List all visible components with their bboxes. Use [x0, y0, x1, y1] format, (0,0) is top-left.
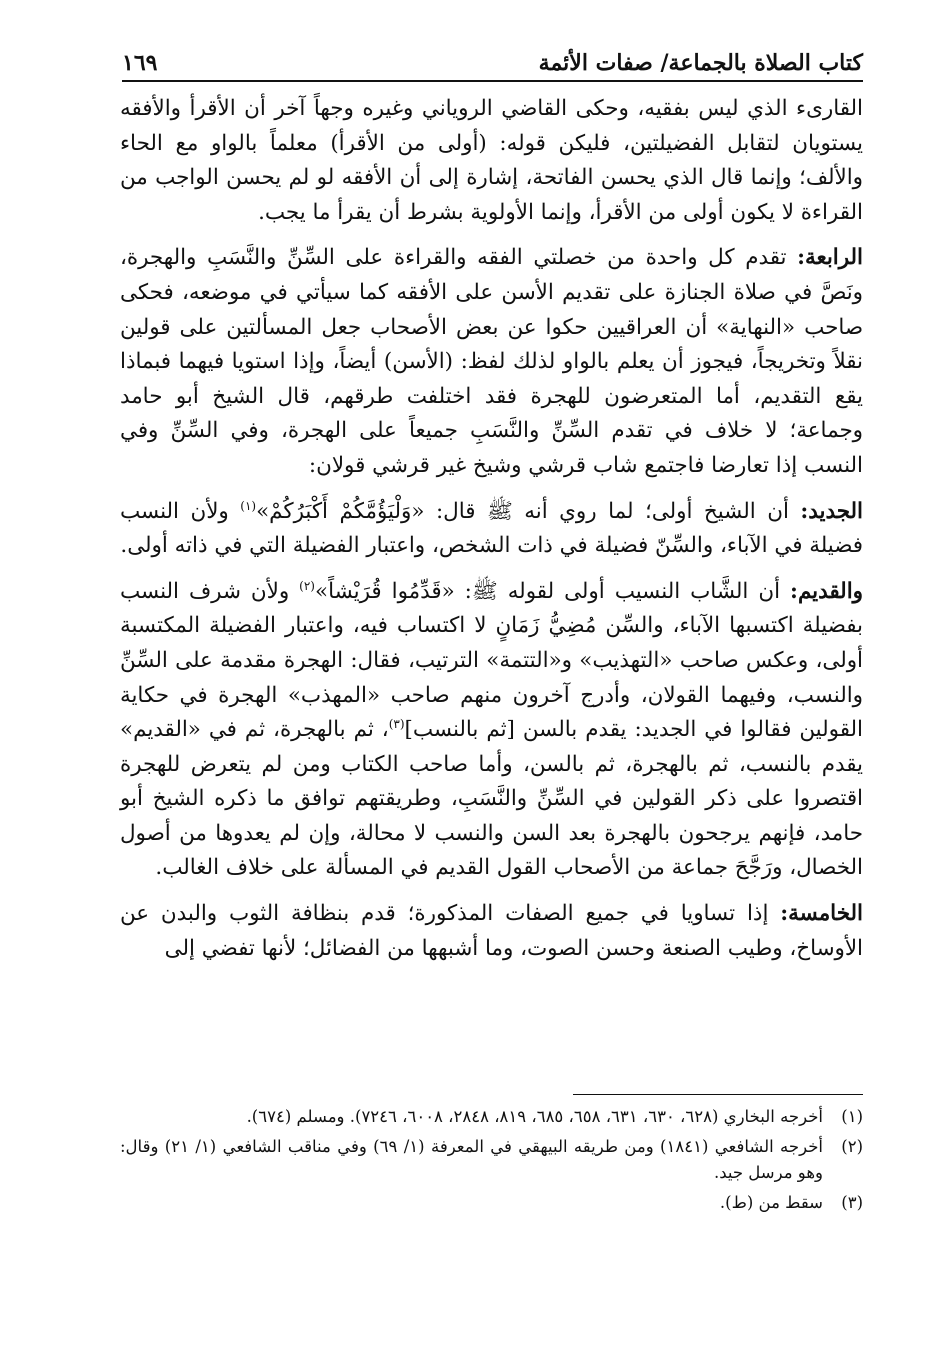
footnote-divider	[573, 1094, 863, 1095]
section-lead-fifth: الخامسة:	[780, 901, 863, 927]
running-title: كتاب الصلاة بالجماعة/ صفات الأئمة	[538, 50, 863, 76]
main-text	[120, 92, 863, 977]
paragraph-old-opinion	[120, 575, 863, 886]
footnote-item	[120, 1104, 863, 1130]
footnote-item	[120, 1190, 863, 1216]
footnote-item	[120, 1134, 863, 1186]
footnote-number: (٣)	[841, 1193, 863, 1212]
paragraph-text: إذا تساويا في جميع الصفات المذكورة؛ قدم بنظافة الثوب والبدن عن الأوساخ، وطيب الصنعة وحسن الصوت، وما أشبهها من الفضائل؛ لأنها تفضي إلى	[120, 901, 863, 961]
page-header	[122, 38, 863, 82]
footnote-number: (١)	[841, 1107, 863, 1126]
paragraph-text: ولأن شرف النسب بفضيلة اكتسبها الآباء، والسِّن مُضِيُّ زَمَانٍ لا اكتساب فيه، واعتبار الفضيلة المكتسبة أولى، وعكس صاحب «التهذيب» و«التتمة» الترتيب، فقال: الهجرة مقدمة على السِّنِّ والنسب، وفيهما القولان، وأدرج آخرون منهم صاحب «المهذب» الهجرة في حكاية القولين فقالوا في الجديد: يقدم بالسن [ثم بالنسب]	[120, 578, 863, 743]
footnote-text: أخرجه البخاري (٦٢٨، ٦٣٠، ٦٣١، ٦٥٨، ٦٨٥، ٨١٩، ٢٨٤٨، ٦٠٠٨، ٧٢٤٦). ومسلم (٦٧٤).	[246, 1107, 823, 1126]
paragraph-text: أن الشيخ أولى؛ لما روي أنه ﷺ قال: «وَلْيَؤُمَّكُمْ أَكْبَرُكُمْ»	[256, 498, 789, 524]
paragraph-continuation	[120, 92, 863, 230]
footnote-text: سقط من (ط).	[719, 1193, 823, 1212]
paragraph-text: ولأن النسب فضيلة في الآباء، والسِّنّ فضيلة في ذات الشخص، واعتبار الفضيلة التي في ذاته أولى.	[120, 498, 863, 559]
section-lead-new: الجديد:	[800, 498, 863, 524]
page-number: ١٦٩	[122, 50, 158, 76]
paragraph-text: أن الشَّاب النسيب أولى لقوله ﷺ: «قَدِّمُوا قُرَيْشاً»	[314, 578, 781, 604]
footnote-number: (٢)	[841, 1137, 863, 1156]
footnote-ref-2[interactable]: (٢)	[299, 578, 315, 593]
footnote-ref-1[interactable]: (١)	[240, 498, 257, 513]
paragraph-fourth	[120, 241, 863, 483]
footnotes	[120, 1104, 863, 1220]
footnote-text: أخرجه الشافعي (١٨٤١) ومن طريقه البيهقي في المعرفة (١/ ٦٩) وفي مناقب الشافعي (١/ ٢١) وقال: وهو مرسل جيد.	[120, 1137, 823, 1182]
paragraph-new-opinion	[120, 495, 863, 564]
footnote-ref-3[interactable]: (٣)	[388, 716, 405, 731]
paragraph-text: ، ثم بالهجرة، ثم في «القديم» يقدم بالنسب، ثم بالهجرة، ثم بالسن، وأما صاحب الكتاب ومن لم يتعرض للهجرة اقتصروا على ذكر القولين في السِّنِّ والنَّسَبِ، وطريقتهم توافق ما ذكره الشيخ أبو حامد، فإنهم يرجحون بالهجرة بعد السن والنسب لا محالة، وإن لم يعدوها من أصول الخصال، ورَجَّحَ جماعة من الأصحاب القول القديم في المسألة على خلاف الغالب.	[120, 717, 863, 881]
paragraph-fifth	[120, 897, 863, 966]
paragraph-text: القارىء الذي ليس بفقيه، وحكى القاضي الروياني وغيره وجهاً آخر أن الأقرأ والأفقه يستويان لتقابل الفضيلتين، فليكن قوله: (أولى من الأقرأ) معلماً بالواو مع الحاء والألف؛ وإنما قال الذي يحسن الفاتحة، إشارة إلى أن الأفقه لو لم يحسن الواجب من القراءة لا يكون أولى من الأقرأ، وإنما الأولوية بشرط أن يقرأ ما يجب.	[120, 96, 863, 225]
paragraph-text: تقدم كل واحدة من خصلتي الفقه والقراءة على السِّنِّ والنَّسَبِ والهجرة، ونَصَّ في صلاة الجنازة على تقديم الأسن على الأفقه كما سيأتي في موضعه، فحكى صاحب «النهاية» أن العراقيين حكوا عن بعض الأصحاب جعل المسألتين على قولين نقلاً وتخريجاً، فيجوز أن يعلم بالواو لذلك لفظ: (الأسن) أيضاً، وإذا استويا فيهما فبماذا يقع التقديم، أما المتعرضون للهجرة فقد اختلفت طرقهم، قال الشيخ أبو حامد وجماعة؛ لا خلاف في تقدم السِّنِّ والنَّسَبِ جميعاً على الهجرة، وفي السِّنِّ وفي النسب إذا تعارضا فاجتمع شاب قرشي وشيخ غير قرشي قولان:	[120, 245, 863, 478]
section-lead-fourth: الرابعة:	[797, 245, 863, 271]
section-lead-old: والقديم:	[790, 578, 863, 604]
